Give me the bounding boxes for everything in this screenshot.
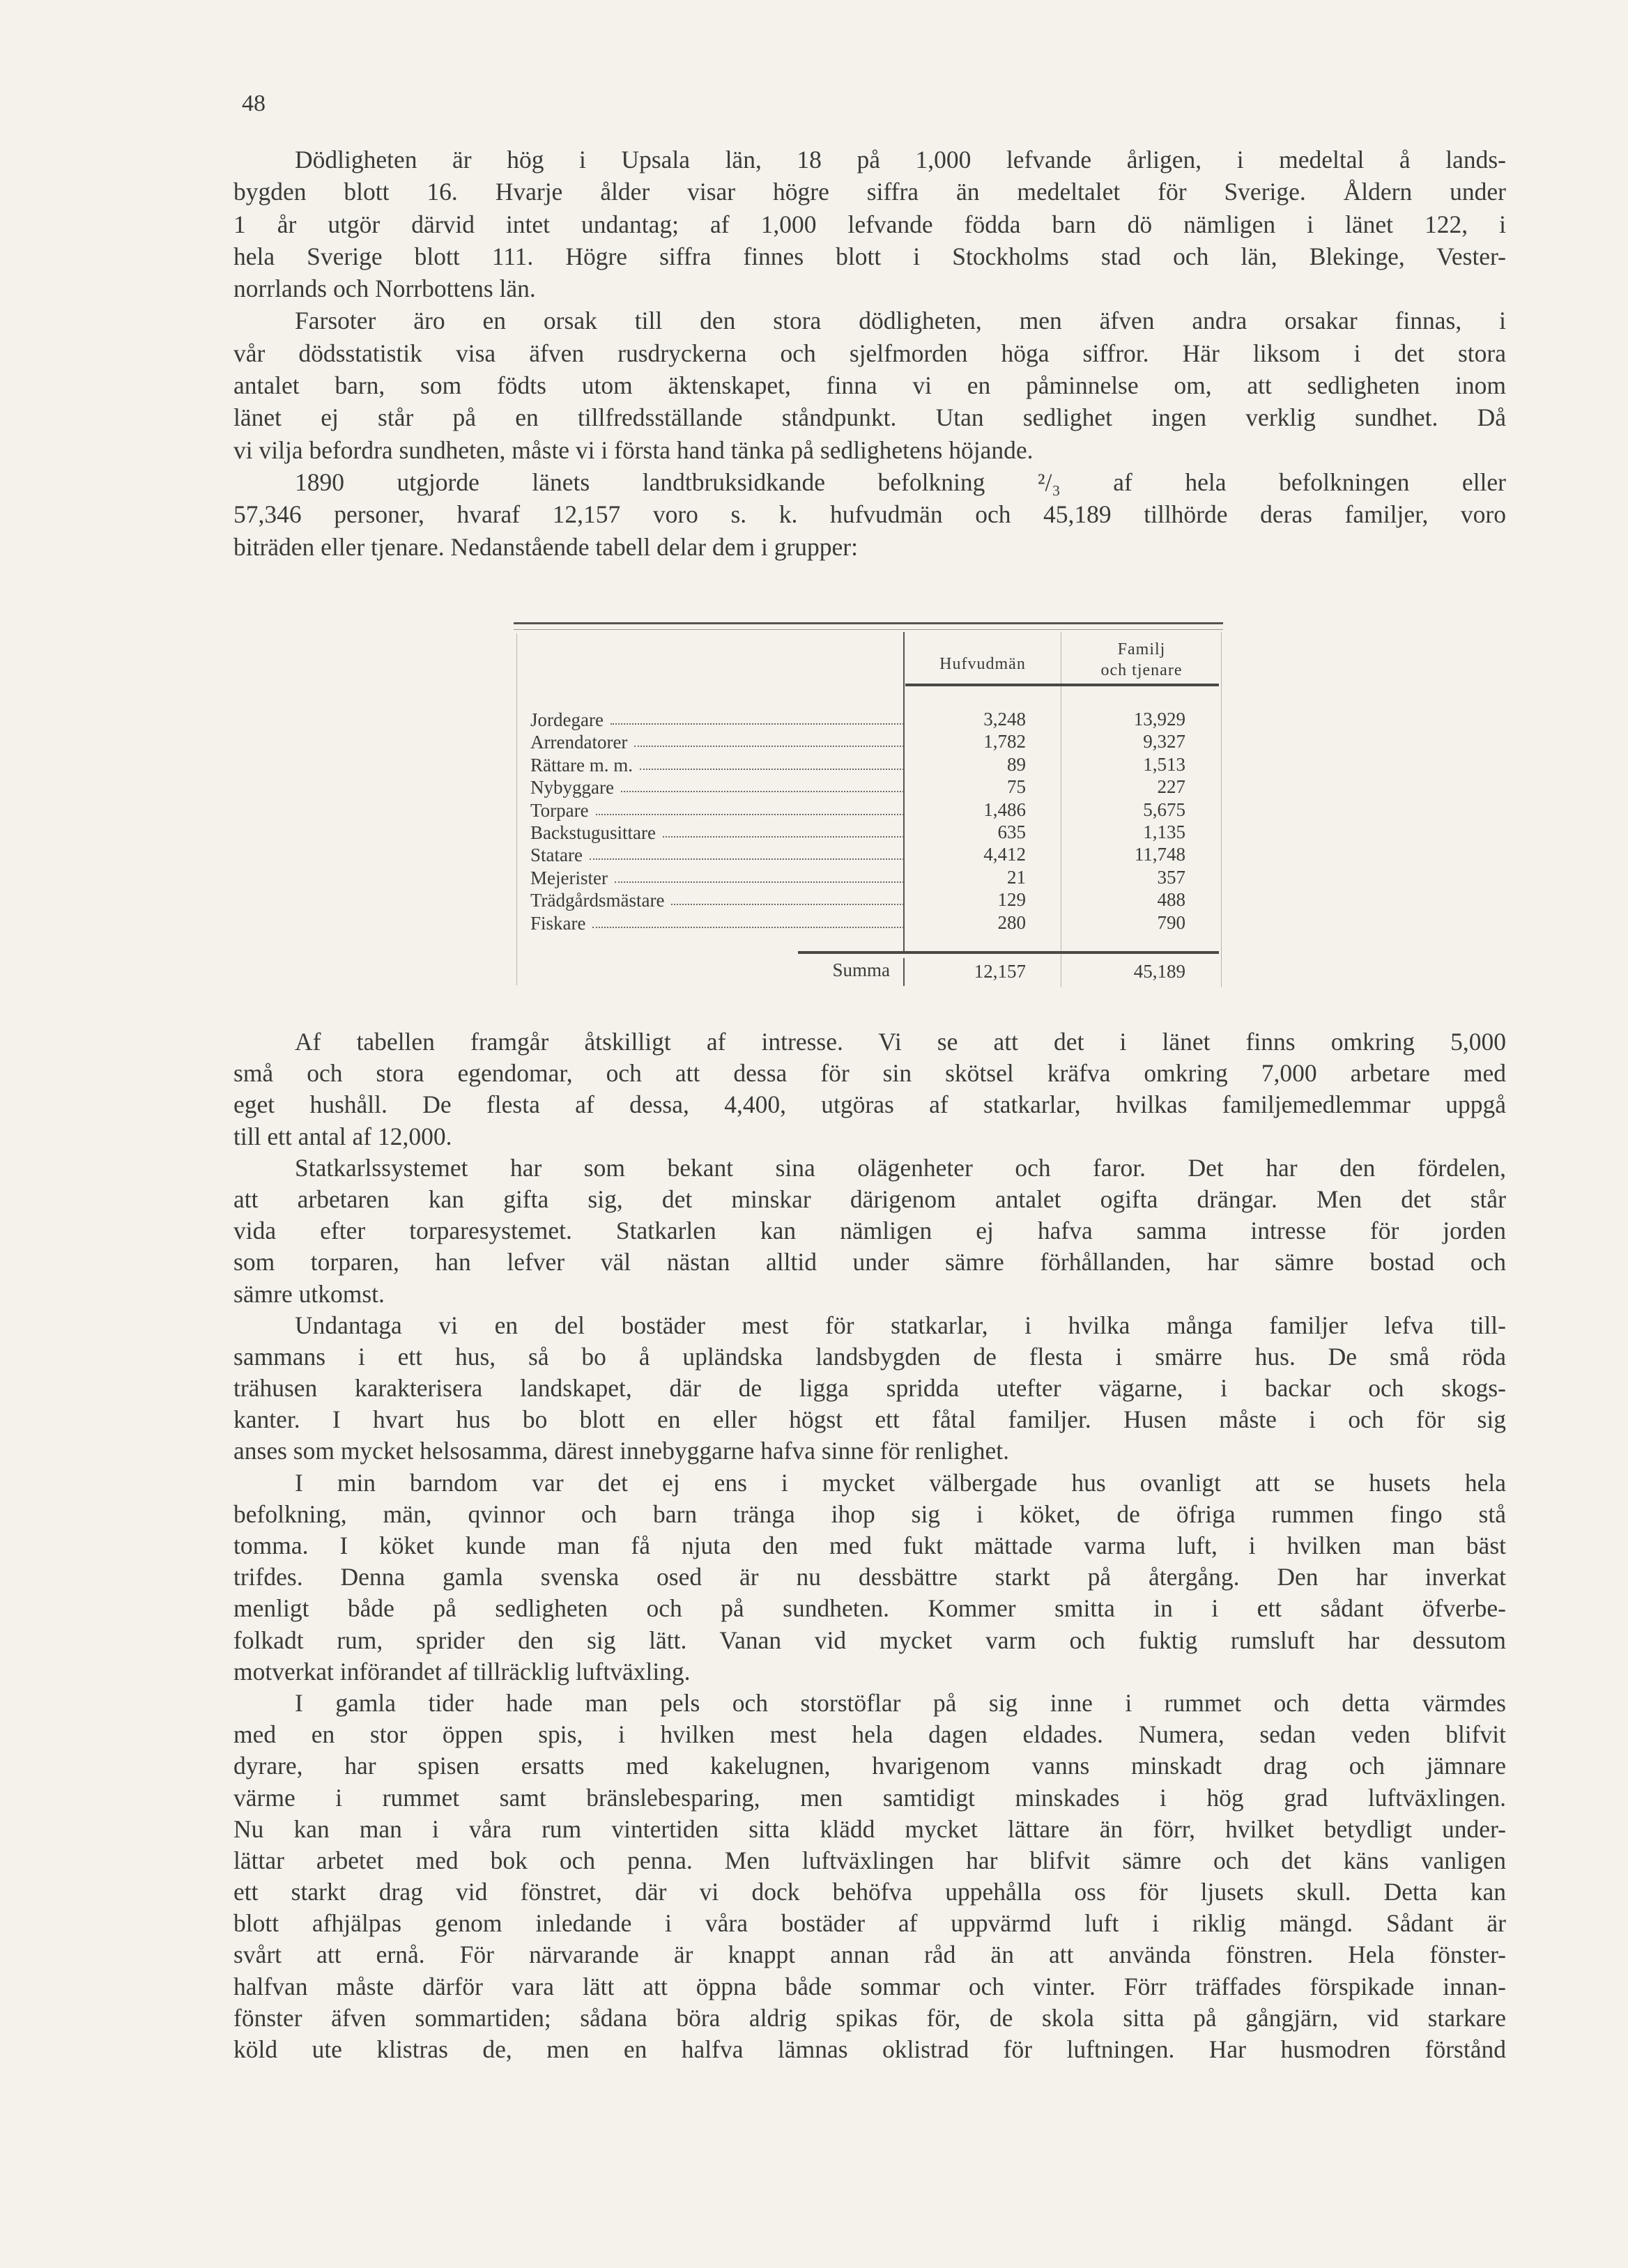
cell-hufvudman: 21 [1007, 866, 1026, 888]
table-row [530, 776, 904, 799]
text-line: 1890 utgjorde länets landtbruksidkande befolkning ²/₃ af hela befolkningen eller [295, 468, 1506, 496]
text-line: eget hushåll. De flesta af dessa, 4,400, utgöras af statkarlar, hvilkas familjemedlemmar uppgå [233, 1090, 1506, 1119]
text-line: trähusen karakterisera landskapet, där de ligga spridda utefter vägarne, i backar och skogs- [233, 1374, 1506, 1403]
cell-familj: 5,675 [1143, 799, 1185, 820]
paragraph [233, 144, 1506, 304]
text-line: hela Sverige blott 111. Högre siffra finnes blott i Stockholms stad och län, Blekinge, Vester- [233, 242, 1506, 270]
cell-familj: 9,327 [1143, 731, 1185, 753]
row-label: Statare [530, 844, 583, 866]
table-right-border [1221, 632, 1222, 987]
row-label-cell [530, 912, 904, 934]
dot-leader [592, 912, 904, 928]
total-hufvudman: 12,157 [974, 961, 1026, 982]
text-line: ett starkt drag vid fönstret, där vi dock behöfva uppehålla oss för ljusets skull. Detta kan [233, 1878, 1506, 1906]
text-line: norrlands och Norrbottens län. [233, 275, 536, 303]
row-label: Fiskare [530, 912, 586, 934]
text-line: 57,346 personer, hvaraf 12,157 voro s. k. hufvudmän och 45,189 tillhörde deras familjer, voro [233, 500, 1506, 529]
row-label-cell [530, 709, 904, 731]
text-line: biträden eller tjenare. Nedanstående tabell delar dem i grupper: [233, 532, 858, 561]
dot-leader [621, 776, 904, 792]
dot-leader [615, 867, 904, 883]
cell-hufvudman: 1,486 [983, 799, 1026, 820]
dot-leader [590, 844, 904, 860]
row-label: Nybyggare [530, 777, 614, 799]
text-line: menligt både på sedligheten och på sundheten. Kommer smitta in i ett sådant öfverbe- [233, 1594, 1506, 1623]
cell-familj: 11,748 [1134, 844, 1185, 865]
population-table [514, 622, 1223, 988]
dot-leader [640, 754, 904, 770]
text-line: motverkat införandet af tillräcklig luftväxling. [233, 1657, 691, 1685]
text-line: köld ute klistras de, men en halfva lämnas oklistrad för luftningen. Har husmodren förstånd [233, 2035, 1506, 2063]
row-label-cell [530, 776, 904, 799]
cell-familj: 13,929 [1133, 709, 1185, 730]
table-row [530, 844, 904, 866]
paragraph [233, 1152, 1506, 1310]
paragraph [233, 1467, 1506, 1688]
text-line: kanter. I hvart hus bo blott en eller högst ett fåtal familjer. Husen måste i och för sig [233, 1405, 1506, 1434]
text-line: Af tabellen framgår åtskilligt af intresse. Vi se att det i länet finns omkring 5,000 [295, 1028, 1506, 1056]
text-line: sämre utkomst. [233, 1279, 385, 1308]
text-line: I min barndom var det ej ens i mycket välbergade hus ovanligt att se husets hela [295, 1468, 1506, 1497]
total-familj: 45,189 [1133, 961, 1185, 982]
text-line: blott afhjälpas genom inledande i våra bostäder af uppvärmd luft i riklig mängd. Sådant är [233, 1909, 1506, 1938]
text-line: lättar arbetet med bok och penna. Men luftväxlingen har blifvit sämre och det käns vanligen [233, 1846, 1506, 1874]
header-rule [905, 684, 1219, 686]
text-block-upper [233, 144, 1506, 563]
text-line: folkadt rum, sprider den sig lätt. Vanan vid mycket varm och fuktig rumsluft har dessutom [233, 1626, 1506, 1654]
cell-familj: 1,135 [1143, 821, 1185, 842]
text-line: vida efter torparesystemet. Statkarlen kan nämligen ej hafva samma intresse för jorden [233, 1217, 1506, 1245]
cell-hufvudman: 635 [997, 821, 1026, 842]
total-rule [798, 951, 1219, 954]
table-top-rule [514, 622, 1223, 624]
row-label-cell [530, 754, 904, 776]
text-line: sammans i ett hus, så bo å upländska landsbygden de flesta i smärre hus. De små röda [233, 1342, 1506, 1371]
cell-hufvudman: 4,412 [983, 844, 1026, 865]
dot-leader [610, 709, 904, 725]
paragraph [233, 466, 1506, 563]
text-line: att arbetaren kan gifta sig, det minskar därigenom antalet ogifta drängar. Men det står [233, 1185, 1506, 1213]
text-line: länet ej står på en tillfredsställande ståndpunkt. Utan sedlighet ingen verklig sundhet. Då [233, 403, 1506, 432]
text-line: 1 år utgör därvid intet undantag; af 1,000 lefvande födda barn dö nämligen i länet 122, i [233, 210, 1506, 238]
text-line: Statkarlssystemet har som bekant sina olägenheter och faror. Det har den fördelen, [295, 1153, 1506, 1182]
text-line: vi vilja befordra sundheten, måste vi i första hand tänka på sedlighetens höjande. [233, 435, 1034, 464]
row-label: Backstugusittare [530, 822, 656, 843]
text-line: värme i rummet samt bränslebesparing, men samtidigt minskades i hög grad luftväxlingen. [233, 1783, 1506, 1812]
paragraph [233, 1688, 1506, 2065]
table-row [530, 731, 904, 753]
text-line: Nu kan man i våra rum vintertiden sitta klädd mycket lättare än förr, hvilket betydligt under- [233, 1814, 1506, 1843]
table-row [530, 889, 904, 911]
text-line: halfvan måste därför vara lätt att öppna både sommar och vinter. Förr träffades förspikade innan- [233, 1972, 1506, 2000]
row-label: Rättare m. m. [530, 754, 633, 776]
cell-hufvudman: 1,782 [983, 731, 1026, 753]
row-label: Arrendatorer [530, 732, 628, 753]
cell-familj: 227 [1157, 776, 1185, 798]
text-line: befolkning, män, qvinnor och barn tränga ihop sig i köket, de öfriga rummen fingo stå [233, 1499, 1506, 1528]
paragraph [233, 304, 1506, 465]
cell-hufvudman: 129 [997, 889, 1026, 911]
text-line: som torparen, han lefver väl nästan alltid under sämre förhållanden, har sämre bostad och [233, 1248, 1506, 1276]
cell-familj: 488 [1157, 889, 1185, 911]
cell-hufvudman: 3,248 [983, 709, 1026, 730]
row-label-cell [530, 821, 904, 844]
paragraph [233, 1026, 1506, 1152]
cell-hufvudman: 280 [997, 911, 1026, 933]
row-label-cell [530, 844, 904, 866]
text-line: bygden blott 16. Hvarje ålder visar högre siffra än medeltalet för Sverige. Åldern under [233, 178, 1506, 206]
row-label-cell [530, 867, 904, 889]
table-left-border [516, 633, 517, 985]
text-line: svårt att ernå. För närvarande är knappt annan råd än att använda fönstren. Hela fönster- [233, 1941, 1506, 1969]
text-line: med en stor öppen spis, i hvilken mest hela dagen eldades. Numera, sedan veden blifvit [233, 1720, 1506, 1749]
text-line: Undantaga vi en del bostäder mest för statkarlar, i hvilka många familjer lefva till- [295, 1311, 1506, 1339]
row-label-cell [530, 731, 904, 753]
column-header-hufvudman: Hufvudmän [939, 655, 1026, 673]
table-row [530, 799, 904, 821]
row-label: Mejerister [530, 867, 608, 888]
text-line: Farsoter äro en orsak till den stora dödligheten, men äfven andra orsakar finnas, i [295, 307, 1506, 335]
cell-hufvudman: 75 [1007, 776, 1026, 798]
dot-leader [663, 821, 904, 838]
text-line: dyrare, har spisen ersatts med kakelugnen, hvarigenom vanns minskadt drag och jämnare [233, 1752, 1506, 1780]
text-line: antalet barn, som födts utom äktenskapet, finna vi en påminnelse om, att sedligheten inom [233, 371, 1506, 400]
cell-familj: 357 [1157, 866, 1185, 888]
text-line: trifdes. Denna gamla svenska osed är nu dessbättre starkt på återgång. Den har inverkat [233, 1563, 1506, 1591]
text-line: I gamla tider hade man pels och storstöflar på sig inne i rummet och detta värmdes [295, 1688, 1506, 1717]
column-header-familj: Familj och tjenare [1100, 640, 1183, 679]
table-row [530, 821, 904, 844]
cell-hufvudman: 89 [1007, 753, 1026, 775]
text-block-lower [233, 1026, 1506, 2065]
row-label-cell [530, 799, 904, 821]
row-label-cell [530, 889, 904, 911]
text-line: Dödligheten är hög i Upsala län, 18 på 1,000 lefvande årligen, i medeltal å lands- [295, 146, 1506, 173]
text-line: till ett antal af 12,000. [233, 1122, 452, 1150]
dot-leader [634, 731, 904, 747]
page-number: 48 [242, 91, 266, 116]
row-label: Trädgårdsmästare [530, 890, 665, 911]
table-row [530, 709, 904, 731]
row-label: Torpare [530, 799, 589, 821]
text-line: små och stora egendomar, och att dessa för sin skötsel kräfva omkring 7,000 arbetare med [233, 1059, 1506, 1088]
table-row [530, 754, 904, 776]
table-row [530, 912, 904, 934]
paragraph [233, 1310, 1506, 1467]
text-line: tomma. I köket kunde man få njuta den med fukt mättade varma luft, i hvilken man bäst [233, 1532, 1506, 1559]
text-line: vår dödsstatistik visa äfven rusdryckerna och sjelfmorden höga siffror. Här liksom i det stora [233, 339, 1506, 367]
text-line: anses som mycket helsosamma, därest innebyggarne hafva sinne för renlighet. [233, 1437, 1009, 1465]
total-label: Summa [832, 959, 890, 980]
dot-leader [596, 799, 904, 815]
dot-leader [671, 889, 904, 905]
table-row [530, 867, 904, 889]
row-label: Jordegare [530, 709, 604, 730]
cell-familj: 1,513 [1143, 753, 1185, 775]
text-line: fönster äfven sommartiden; sådana böra aldrig spikas för, de skola sitta på gångjärn, vid starkare [233, 2003, 1506, 2032]
cell-familj: 790 [1157, 911, 1185, 933]
